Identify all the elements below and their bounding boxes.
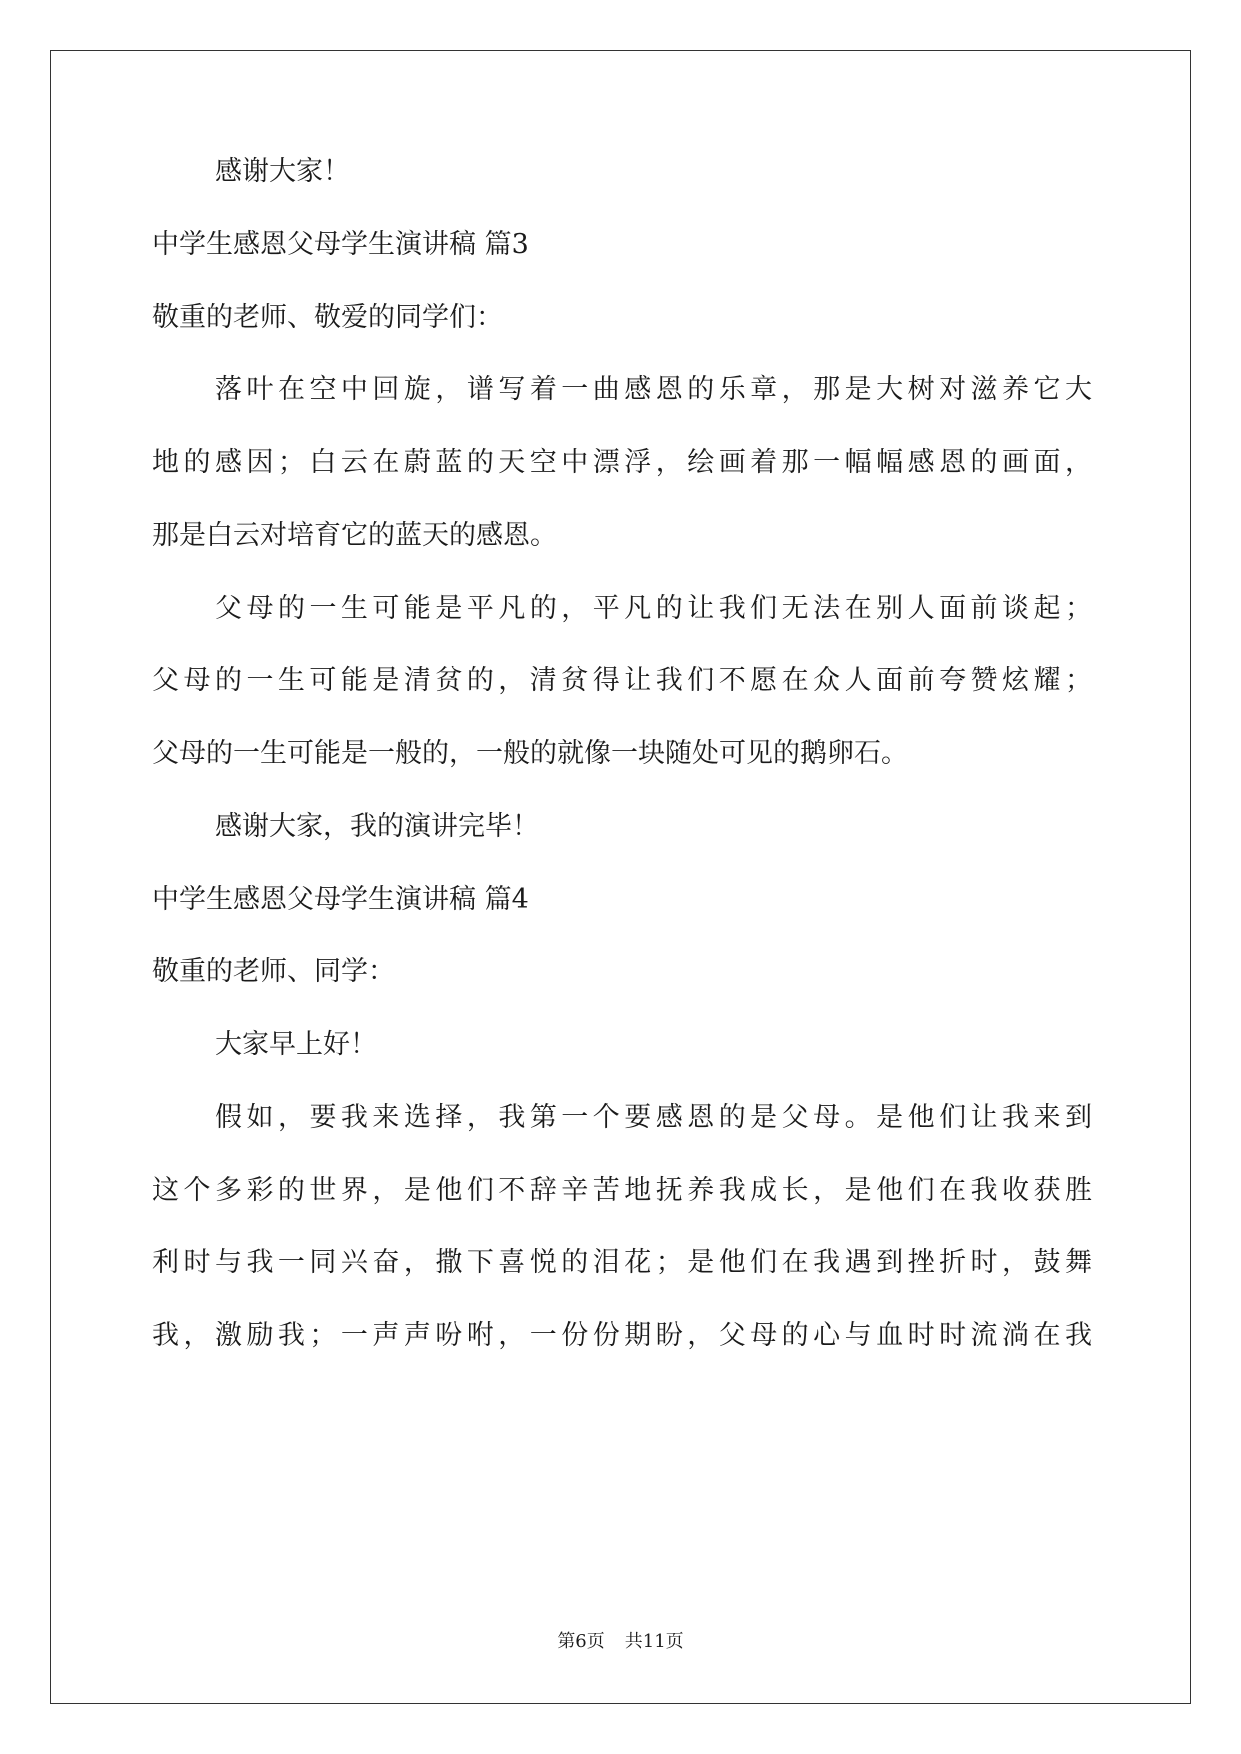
page-number: 第6页 (557, 1631, 605, 1652)
section-heading-4: 中学生感恩父母学生演讲稿 篇4 (152, 884, 529, 915)
section-heading-3: 中学生感恩父母学生演讲稿 篇3 (152, 229, 529, 260)
paragraph-line: 落叶在空中回旋，谱写着一曲感恩的乐章，那是大树对滋养它大 (215, 374, 1092, 405)
paragraph-line: 父母的一生可能是一般的，一般的就像一块随处可见的鹅卵石。 (152, 738, 908, 769)
paragraph-line: 地的感因；白云在蔚蓝的天空中漂浮，绘画着那一幅幅感恩的画面， (152, 447, 1092, 478)
salutation: 敬重的老师、敬爱的同学们： (152, 302, 503, 333)
closing-line: 感谢大家，我的演讲完毕！ (215, 811, 539, 842)
paragraph-line: 这个多彩的世界，是他们不辞辛苦地抚养我成长，是他们在我收获胜 (152, 1175, 1092, 1206)
salutation: 敬重的老师、同学： (152, 956, 395, 987)
closing-line: 感谢大家！ (215, 156, 350, 187)
paragraph-line: 父母的一生可能是平凡的，平凡的让我们无法在别人面前谈起； (215, 593, 1092, 624)
page-footer (0, 1630, 1241, 1654)
paragraph-line: 父母的一生可能是清贫的，清贫得让我们不愿在众人面前夸赞炫耀； (152, 665, 1092, 696)
paragraph-line: 利时与我一同兴奋，撒下喜悦的泪花；是他们在我遇到挫折时，鼓舞 (152, 1247, 1092, 1278)
page-total: 共11页 (624, 1631, 684, 1652)
paragraph-line: 我，激励我；一声声吩咐，一份份期盼，父母的心与血时时流淌在我 (152, 1320, 1092, 1351)
paragraph-line: 那是白云对培育它的蓝天的感恩。 (152, 520, 557, 551)
greeting-line: 大家早上好！ (215, 1029, 377, 1060)
paragraph-line: 假如，要我来选择，我第一个要感恩的是父母。是他们让我来到 (215, 1102, 1092, 1133)
